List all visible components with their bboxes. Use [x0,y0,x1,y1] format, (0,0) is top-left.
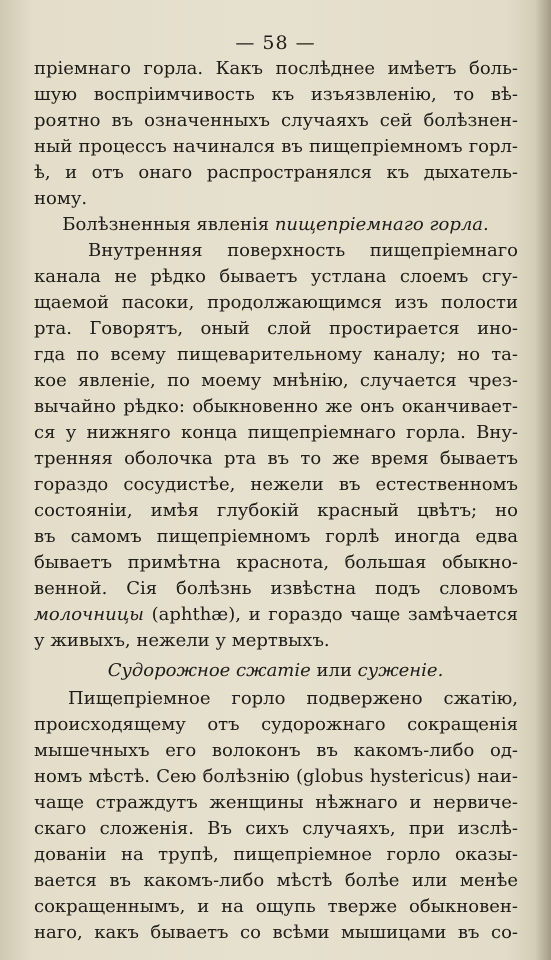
text-line: ся у нижняго конца пищепріемнаго горла. Вну- [34,422,518,443]
text-line: гда по всему пищеварительному каналу; но та- [34,344,518,365]
text-line: Внутренняя поверхность пищепріемнаго [88,240,518,261]
text-line: кое явленіе, по моему мнѣнію, случается чрез- [34,370,518,391]
italic-term: молочницы [34,604,144,625]
text-line: происходящему отъ судорожнаго сокращенія [34,714,518,735]
text-line: тренняя оболочка рта въ то же время бываетъ [34,448,518,469]
text-line: гораздо сосудистѣе, нежели въ естественномъ [34,474,518,495]
text-line: вычайно рѣдко: обыкновенно же онъ оканчивает- [34,396,518,417]
text-line: венной. Сія болѣзнь извѣстна подъ словомъ [34,578,518,599]
heading-italic-text: пищепріемнаго горла. [274,214,489,235]
text-line: ному. [34,188,88,209]
text-line: состояніи, имѣя глубокій красный цвѣтъ; но [34,500,518,521]
section-heading [0,658,551,684]
text-line: номъ мѣстѣ. Сею болѣзнію (globus hystericus) наи- [34,766,518,787]
text-line: Пищепріемное горло подвержено сжатію, [68,688,518,709]
text-line: у живыхъ, нежели у мертвыхъ. [34,630,330,651]
text-line: вается въ какомъ-либо мѣстѣ болѣе или менѣе [34,870,518,891]
text-line: дованіи на трупѣ, пищепріемное горло оказы- [34,844,518,865]
page-edge-shadow [535,0,551,960]
heading-text: или [310,660,358,681]
text-line: канала не рѣдко бываетъ устлана слоемъ сгу- [34,266,518,287]
text-line: шую воспріимчивость къ изъязвленію, то вѣ- [34,84,518,105]
page-number: — 58 — [235,32,316,54]
text-line: пріемнаго горла. Какъ послѣднее имѣетъ боль- [34,58,518,79]
text-line: рта. Говорятъ, оный слой простирается ино- [34,318,518,339]
text-line [34,602,518,628]
text-line: ѣ, и отъ онаго распространялся къ дыхатель- [34,162,518,183]
text-line: щаемой пасоки, продолжающимся изъ полости [34,292,518,313]
text-line: наго, какъ бываетъ со всѣми мышицами въ со- [34,922,518,943]
text-line: роятно въ означенныхъ случаяхъ сей болѣзнен- [34,110,518,131]
text-line: ный процессъ начинался въ пищепріемномъ горл- [34,136,518,157]
heading-italic-text: Судорожное сжатіе [107,660,311,681]
text-line: скаго сложенія. Въ сихъ случаяхъ, при изслѣ- [34,818,518,839]
heading-text: Болѣзненныя явленія [62,214,275,235]
text-line: чаще страждутъ женщины нѣжнаго и нервиче- [34,792,518,813]
text-line: въ самомъ пищепріемномъ горлѣ иногда едва [34,526,518,547]
text-line: бываетъ примѣтна краснота, большая обыкно- [34,552,518,573]
heading-italic-text: суженіе. [357,660,444,681]
text-line: сокращеннымъ, и на ощупь тверже обыкновен- [34,896,518,917]
text-line: мышечныхъ его волоконъ въ какомъ-либо од- [34,740,518,761]
section-heading [0,212,551,238]
text-span: (aphthæ), и гораздо чаще замѣчается [143,604,518,625]
